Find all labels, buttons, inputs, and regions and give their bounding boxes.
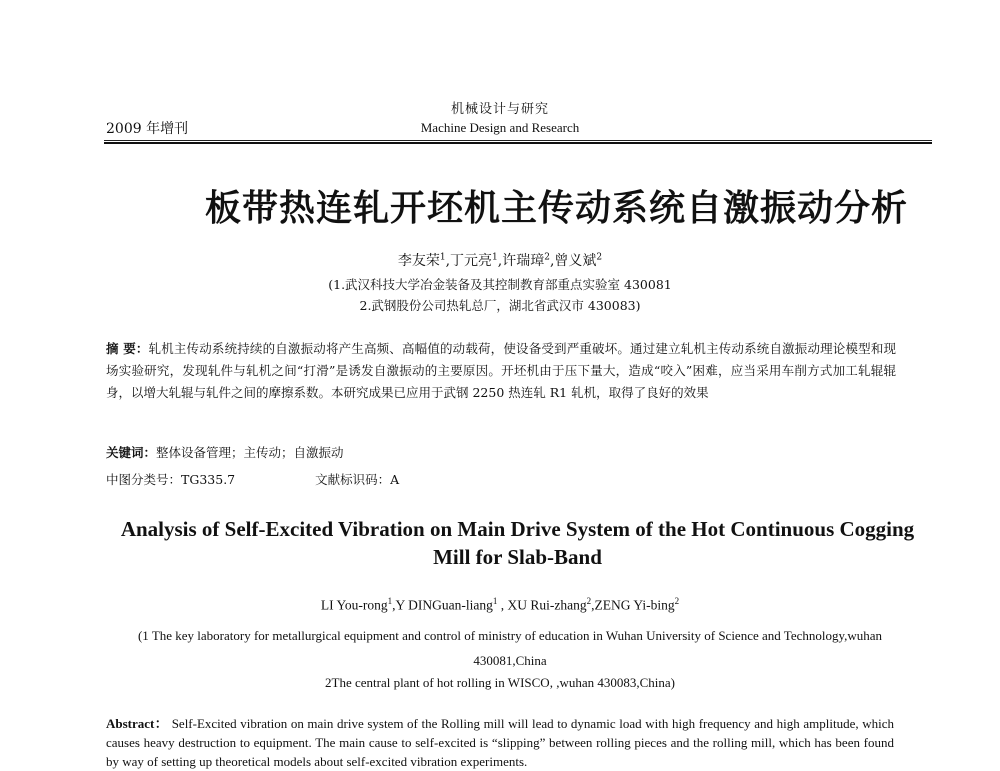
journal-name-cn: 机械设计与研究 bbox=[450, 102, 549, 117]
affiliation-en-2: 2The central plant of hot rolling in WISCO, ,wuhan 430083,China) bbox=[325, 675, 675, 690]
header-rule-thick bbox=[104, 142, 932, 144]
paper-title-en: Analysis of Self-Excited Vibration on Main Drive System of the Hot Continuous Cogging Mill for Slab-Band bbox=[120, 517, 915, 569]
keywords-cn-text: 整体设备管理；主传动；自激振动 bbox=[156, 445, 344, 460]
author-affil-mark: 1 bbox=[492, 252, 498, 263]
author-name: ,ZENG Yi-bing bbox=[591, 597, 675, 613]
abstract-en bbox=[106, 714, 894, 771]
author-name: ,许瑞璋 bbox=[497, 253, 545, 269]
header-rule-thin bbox=[104, 140, 932, 141]
affiliation-cn-2: 2.武钢股份公司热轧总厂，湖北省武汉市 430083) bbox=[359, 298, 641, 313]
author-affil-mark: 2 bbox=[596, 252, 603, 263]
author-name: 李友荣 bbox=[397, 253, 440, 269]
issue-label: 2009 年增刊 bbox=[106, 121, 189, 137]
author-name: ,丁元亮 bbox=[445, 253, 493, 269]
abstract-en-text: Self-Excited vibration on main drive system of the Rolling mill will lead to dynamic load with high frequency and high amplitude, which causes heavy destruction to equipment. The main cause to self-excited is “slipping” between rolling pieces and the rolling mill, which has been found by way of setting up theoretical models about self-excited vibration experiments. bbox=[106, 716, 894, 769]
author-affil-mark: 1 bbox=[439, 252, 446, 263]
abstract-cn bbox=[106, 338, 896, 404]
author-affil-mark: 2 bbox=[674, 596, 680, 606]
clc-label: 中图分类号： bbox=[106, 472, 182, 487]
classification-line bbox=[106, 470, 399, 488]
paper-title-cn: 板带热连轧开坯机主传动系统自激振动分析 bbox=[205, 188, 909, 229]
clc-value: TG335.7 bbox=[181, 472, 236, 487]
author-affil-mark: 2 bbox=[586, 596, 592, 606]
authors-en bbox=[0, 596, 1000, 614]
author-affil-mark: 1 bbox=[492, 596, 498, 606]
keywords-cn-label: 关键词： bbox=[106, 445, 157, 460]
author-name: ,Y DINGuan-liang bbox=[392, 597, 493, 613]
authors-cn bbox=[0, 250, 1000, 270]
author-name: , XU Rui-zhang bbox=[497, 597, 587, 613]
abstract-en-label: Abstract： bbox=[106, 716, 169, 731]
abstract-cn-label: 摘 要： bbox=[106, 341, 149, 356]
abstract-cn-text: 轧机主传动系统持续的自激振动将产生高频、高幅值的动载荷，使设备受到严重破坏。通过建立轧机主传动系统自激振动理论模型和现场实验研究，发现轧件与轧机之间“打滑”是诱发自激振动的主要原因。开坯机由于压下量大，造成“咬入”困难，应当采用车削方式加工轧辊辊身，以增大轧辊与轧件之间的摩擦系数。本研究成果已应用于武钢 2250 热连轧 R1 轧机，取得了良好的效果 bbox=[106, 341, 896, 400]
author-affil-mark: 1 bbox=[387, 596, 393, 606]
keywords-cn bbox=[106, 443, 344, 461]
author-name: LI You-rong bbox=[320, 597, 388, 613]
doc-code-value: A bbox=[390, 472, 400, 487]
doc-code-label: 文献标识码： bbox=[315, 472, 391, 487]
author-affil-mark: 2 bbox=[544, 252, 550, 263]
affiliation-cn-1: (1.武汉科技大学冶金装备及其控制教育部重点实验室 430081 bbox=[328, 277, 672, 292]
journal-name-en: Machine Design and Research bbox=[420, 120, 580, 135]
author-name: ,曾义斌 bbox=[549, 253, 597, 269]
affiliation-en-1: (1 The key laboratory for metallurgical equipment and control of ministry of education in Wuhan University of Science and Technology,wuhan 430081,China bbox=[137, 628, 883, 668]
